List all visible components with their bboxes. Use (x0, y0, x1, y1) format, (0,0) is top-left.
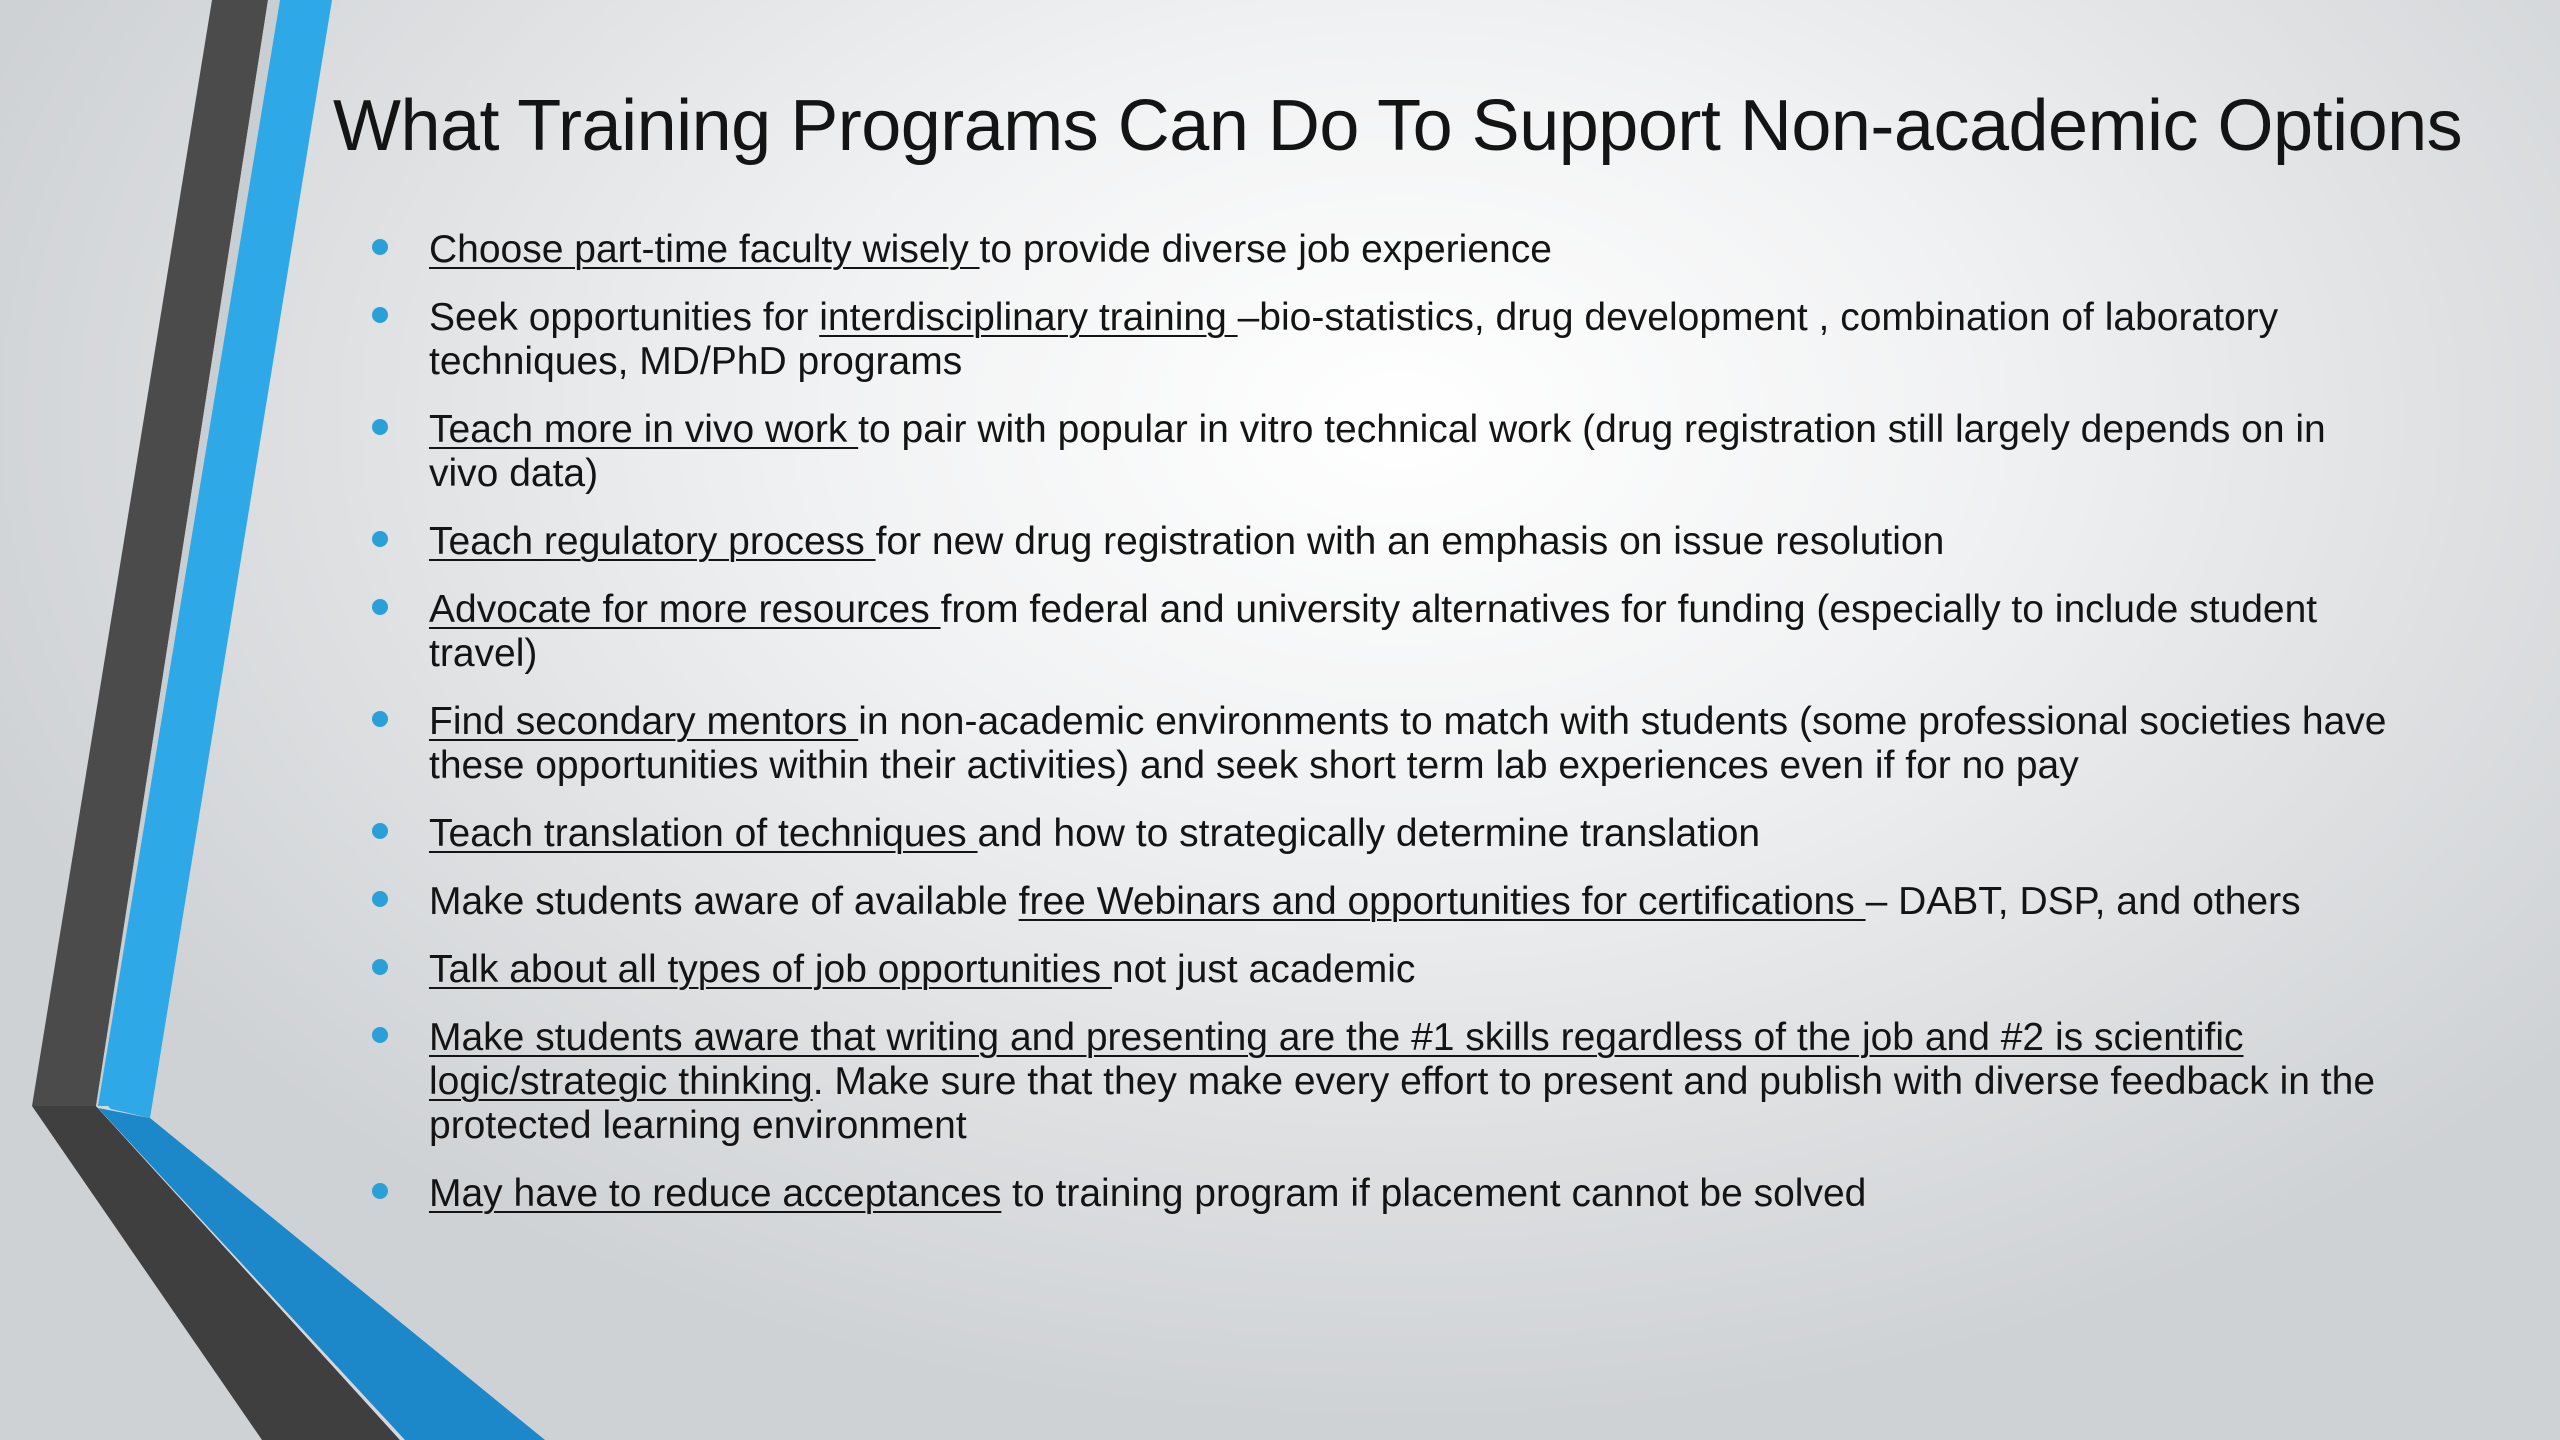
bullet-underlined-phrase: May have to reduce acceptances (429, 1172, 1002, 1215)
bullet-item (372, 1016, 2402, 1148)
bullet-underlined-phrase: Advocate for more resources (429, 588, 941, 631)
bullet-list (372, 228, 2402, 1240)
bullet-underlined-phrase: Find secondary mentors (429, 700, 859, 743)
bullet-item (372, 588, 2402, 676)
bullet-underlined-phrase: free Webinars and opportunities for certifications (1018, 880, 1866, 923)
bullet-underlined-phrase: interdisciplinary training (819, 296, 1238, 339)
bullet-text: to training program if placement cannot be solved (1001, 1172, 1867, 1215)
bullet-item (372, 520, 2402, 564)
bullet-lead-text: Make students aware of available (429, 880, 1019, 923)
bullet-underlined-phrase: Teach more in vivo work (429, 408, 859, 451)
bullet-underlined-phrase: Choose part-time faculty wisely (429, 228, 980, 271)
bullet-lead-text: Seek opportunities for (429, 296, 820, 339)
bullet-text: in non-academic environments to match with students (some professional societies have these opportunities within their activities) and seek short term lab experiences even if for no pay (429, 700, 2387, 787)
bullet-item (372, 700, 2402, 788)
bullet-item (372, 408, 2402, 496)
bullet-text: . Make sure that they make every effort to present and publish with diverse feedback in the protected learning environment (429, 1060, 2376, 1147)
bullet-item (372, 296, 2402, 384)
bullet-item (372, 1172, 2402, 1216)
bullet-text: and how to strategically determine translation (977, 812, 1761, 855)
bullet-text: – DABT, DSP, and others (1865, 880, 2301, 923)
bullet-underlined-phrase: Talk about all types of job opportunities (429, 948, 1112, 991)
bullet-item (372, 880, 2402, 924)
bullet-text: not just academic (1111, 948, 1416, 991)
bullet-text: to pair with popular in vitro technical work (drug registration still largely depends on in vivo data) (429, 408, 2326, 495)
bullet-item (372, 812, 2402, 856)
bullet-underlined-phrase: Teach translation of techniques (429, 812, 978, 855)
bullet-underlined-phrase: Make students aware that writing and presenting are the #1 skills regardless of the job and #2 is scientific logic/strategic thinking (429, 1016, 2244, 1103)
slide-title: What Training Programs Can Do To Support Non-academic Options (333, 86, 2463, 166)
dark-diagonal-stripe (32, 1106, 400, 1440)
bullet-underlined-phrase: Teach regulatory process (429, 520, 876, 563)
bullet-text: –bio-statistics, drug development , combination of laboratory techniques, MD/PhD programs (429, 296, 2279, 383)
bullet-text: from federal and university alternatives for funding (especially to include student travel) (429, 588, 2318, 675)
bullet-item (372, 948, 2402, 992)
bullet-item (372, 228, 2402, 272)
bullet-text: for new drug registration with an emphasis on issue resolution (875, 520, 1945, 563)
bullet-text: to provide diverse job experience (979, 228, 1552, 271)
